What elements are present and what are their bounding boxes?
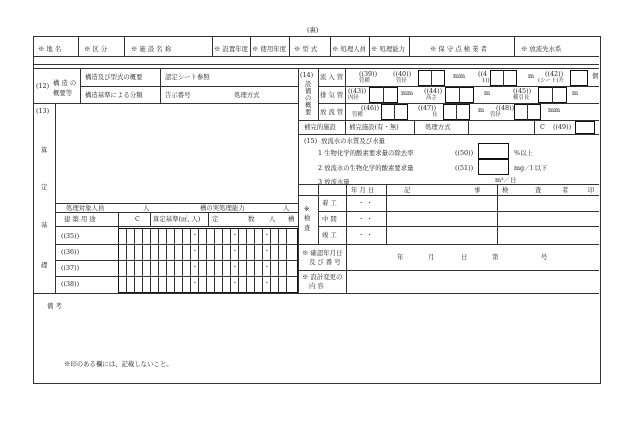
kensa-row3: 竣 工 (322, 231, 337, 239)
kensa-col-ken: 検 (502, 186, 509, 194)
kakunin-year: 年 (397, 253, 404, 261)
sec12-row1-value: 認定シート参照 (165, 73, 210, 81)
henkou-label2: 内 容 (309, 282, 324, 290)
col-sou: 槽 (288, 215, 295, 223)
sec14-v1: 設 (305, 80, 312, 88)
f51: ((51)) (455, 164, 474, 172)
header-shisetsu: ※ 施 設 名 称 (131, 45, 172, 53)
mm3: mm (548, 106, 561, 114)
shori-label: 処理対象人員 (66, 204, 105, 212)
sec13-vchar-3: 基 (41, 221, 48, 229)
f45b: 横引長 (513, 95, 530, 101)
f41: ((4 (478, 70, 488, 78)
kensa-row2-dots: ・ ・ (358, 215, 373, 223)
sec12-label2: 概要等 (53, 89, 73, 97)
header-shiyou: ※ 使用年度 (252, 45, 286, 53)
sec13-vchar-1: 算 (41, 146, 48, 154)
m2: m (484, 89, 491, 97)
box-42[interactable] (570, 70, 588, 86)
header-ninin: ※ 処理人員 (332, 45, 366, 53)
kakunin-day: 日 (461, 253, 468, 261)
unit1: %以上 (514, 149, 533, 157)
f43: ((43)) (348, 87, 367, 95)
header-kata: ※ 型 式 (294, 45, 318, 53)
mm2: mm (401, 89, 414, 97)
sec14-v5: 要 (305, 108, 312, 116)
col-su: 数 (248, 215, 255, 223)
header-houryuu: ※ 放流先水系 (521, 45, 562, 53)
kensa-row2: 中 間 (322, 215, 337, 223)
m1: m (528, 72, 535, 80)
sec12-num: (12) (36, 82, 50, 90)
kensa-v3: 査 (304, 224, 311, 232)
header-hoshu: ※ 保 守 点 検 業 者 (430, 45, 487, 53)
sec12-row1-label: 構造及び型式の概要 (85, 73, 143, 81)
col-c: C (135, 215, 140, 223)
sec14-v2: 備 (305, 87, 312, 95)
mm1: mm (453, 72, 466, 80)
kensa-col-ji: 事 (474, 186, 481, 194)
row-36: ((36)) (61, 248, 80, 256)
row-38: ((38)) (61, 280, 80, 288)
kakunin-go: 号 (541, 253, 548, 261)
tank-unit: 人 (283, 204, 290, 212)
ryunyu-label: 流 入 管 (320, 73, 344, 81)
houryu-label: 放 流 管 (320, 108, 344, 116)
sec12-row2-value: 告示番号 (165, 91, 191, 99)
kakunin-label1: ※ 確認年月日 (302, 249, 343, 257)
f41b: 1)) (482, 78, 490, 84)
hokan-method: 処理方式 (425, 123, 451, 131)
sec15-item2: 2 放流水の生物化学的酸素要求量 (318, 164, 414, 172)
m4: m (478, 106, 485, 114)
sec12-label1: 構 造 の (53, 79, 77, 87)
bikou-label: 備 考 (47, 302, 62, 310)
f40: ((40)) (393, 70, 412, 78)
calc-grid: ・ ・ ・ ・ ・ ・ ・ ・ ・ ・ ・ ・ (118, 228, 298, 293)
c-label: C (540, 123, 545, 131)
sec14-num: (14) (300, 71, 314, 79)
f42: ((42)) (545, 70, 564, 78)
sec15-item1: 1 生物化学的酸素要求量の除去率 (318, 149, 414, 157)
kakunin-month: 月 (428, 253, 435, 261)
hokan-label: 補完的施設 (304, 123, 336, 131)
f39: ((39)) (359, 70, 378, 78)
f40b: 管径 (396, 78, 407, 84)
kensa-v1: ※ (304, 205, 310, 213)
box-49[interactable] (575, 121, 595, 134)
sec15-num: (15) (304, 137, 318, 145)
f44: ((44)) (424, 87, 443, 95)
f44b: 高さ (426, 95, 437, 101)
sec13-vchar-2: 定 (41, 183, 48, 191)
tank-label: 槽の実処理能力 (200, 204, 245, 212)
header-kubun: ※ 区 分 (84, 45, 108, 53)
kensa-col-ki: 記 (404, 186, 411, 194)
haiki-label: 排 気 管 (320, 91, 344, 99)
f43b: 内径 (348, 95, 359, 101)
row-35: ((35)) (61, 232, 80, 240)
kensa-row3-dots: ・ ・ (358, 231, 373, 239)
f39b: 管種 (359, 78, 370, 84)
f42b: (シート)升 (538, 78, 564, 84)
f49: ((49)) (553, 123, 572, 131)
kensa-col-sha: 者 (562, 186, 569, 194)
ko: 個 (592, 72, 599, 80)
kensa-row1: 着 工 (322, 199, 337, 207)
sec14-v4: 概 (305, 101, 312, 109)
kakunin-label2: 及 び 番 号 (309, 258, 341, 266)
f48: ((48)) (496, 104, 515, 112)
col-tei: 定 (212, 215, 219, 223)
f46: ((46)) (361, 104, 380, 112)
sec12-row2-label: 構造基準による分類 (85, 91, 143, 99)
f47: ((47)) (418, 104, 437, 112)
unit3: m³／日 (495, 176, 517, 184)
row-37: ((37)) (61, 264, 80, 272)
f50: ((50)) (455, 149, 474, 157)
f47b: 長 (432, 112, 438, 118)
f46b: 管種 (352, 112, 363, 118)
unit2: mg／l 以下 (514, 164, 548, 172)
box-51[interactable] (478, 159, 509, 175)
sec13-num: (13) (36, 107, 50, 115)
kensa-col-sa: 査 (535, 186, 542, 194)
f45: ((45)) (513, 87, 532, 95)
kensa-col-in: 印 (588, 186, 595, 194)
header-setchi: ※ 設置年度 (214, 45, 248, 53)
footer-note: ※印のある欄には、記載しないこと。 (64, 360, 173, 368)
f48b: 管径 (490, 112, 501, 118)
sec14-v3: の (305, 94, 312, 102)
col-nin: 人 (269, 215, 276, 223)
page-mark: (裏) (307, 26, 319, 34)
sec15-title: 放流水の水質及び水量 (321, 137, 385, 145)
box-50[interactable] (478, 143, 509, 159)
sec13-vchar-4: 礎 (41, 261, 48, 269)
m3: m (572, 89, 579, 97)
hokan-value: 補完施設(有・無) (349, 123, 399, 131)
header-chimei: ※ 地 名 (38, 45, 62, 53)
col-youto: 建 築 用 途 (64, 215, 96, 223)
kensa-row1-dots: ・ ・ (358, 199, 373, 207)
shori-unit: 人 (143, 204, 150, 212)
header-noryoku: ※ 処理能力 (371, 45, 405, 53)
kensa-v2: 検 (304, 214, 311, 222)
sec12-row2-method: 処理方式 (234, 91, 260, 99)
sec15-item3: 3 放流水量 (318, 178, 350, 186)
kakunin-dai: 第 (492, 253, 499, 261)
henkou-label1: ※ 設計変更の (302, 273, 343, 281)
col-santei: 算定基準(㎡, 人) (153, 215, 201, 223)
kensa-col-date: 年 月 日 (351, 186, 375, 194)
